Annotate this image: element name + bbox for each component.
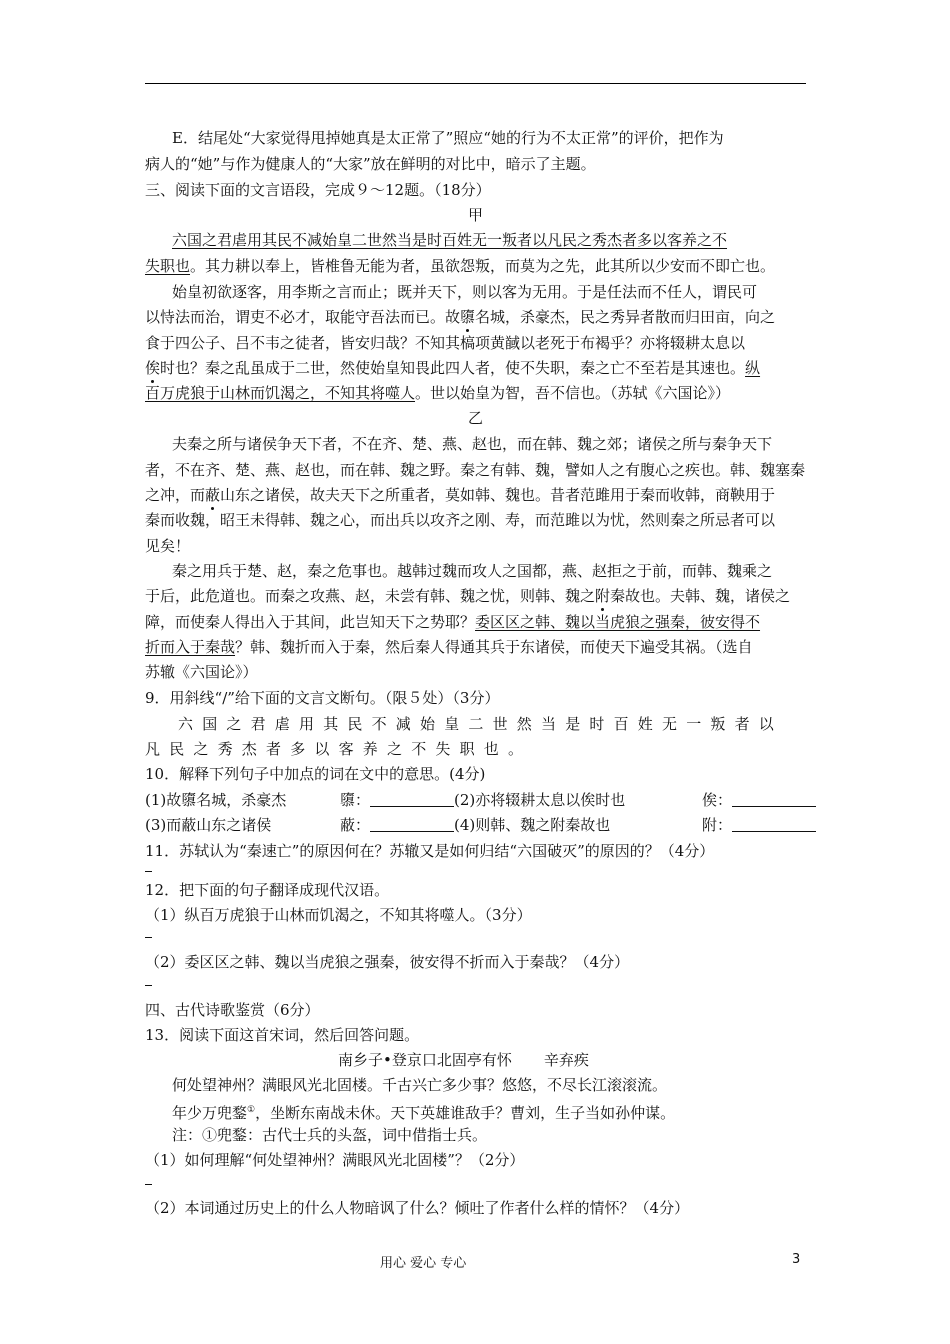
passage-yi-p2-line-2: 于后，此危道也。而秦之攻燕、赵，未尝有韩、魏之忧，则韩、魏之附秦故也。夫韩、魏，诸侯之 (145, 587, 791, 605)
dotted-word-si: 俟 (145, 359, 161, 377)
option-e-line-1: E．结尾处“大家觉得甩掉她真是太正常了”照应“她的行为不太正常”的评价，把作为 (172, 129, 724, 147)
dotted-word-fu: 附 (595, 587, 611, 605)
question-10-row-2 (145, 815, 816, 835)
footer-slogan: 用心 爱心 专心 (380, 1256, 467, 1271)
question-13-2: （2）本词通过历史上的什么人物暗讽了什么？倾吐了作者什么样的情怀？（4分） (145, 1199, 690, 1217)
question-9-text-line-1: 六国之君虐用其民不减始皇二世然当是时百姓无一叛者以 (178, 715, 784, 733)
passage-yi-p1-line-5: 见矣！ (145, 537, 191, 555)
q10-item-2: (2)亦将辍耕太息以俟时也 (454, 791, 626, 809)
question-12: 12．把下面的句子翻译成现代汉语。 (145, 881, 390, 899)
dotted-word-bi: 蔽 (205, 486, 221, 504)
poem-line-2: 年少万兜鍪①，坐断东南战未休。天下英雄谁敌手？曹刘，生子当如孙仲谋。 (172, 1104, 676, 1122)
passage-jia-p2-line-1: 始皇初欲逐客，用李斯之言而止；既并天下，则以客为无用。于是任法而不任人，谓民可 (172, 283, 758, 301)
question-10-row-1 (145, 790, 816, 810)
section-4-heading: 四、古代诗歌鉴赏（6分） (145, 1001, 320, 1019)
passage-yi-p2-line-5: 苏辙《六国论》） (145, 663, 258, 681)
section-3-heading: 三、阅读下面的文言语段，完成９～12题。（18分） (145, 181, 491, 199)
passage-jia-p1-line-2: 失职也。其力耕以奉上，皆椎鲁无能为者，虽欲怨叛，而莫为之先，此其所以少安而不即亡也。 (145, 257, 776, 275)
page-number: 3 (792, 1252, 801, 1267)
passage-yi-p2-line-1: 秦之用兵于楚、赵，秦之危事也。越韩过魏而攻人之国都，燕、赵拒之于前，而韩、魏乘之 (172, 562, 773, 580)
q10-key-2: 俟： (702, 791, 733, 809)
q10-key-3: 蔽： (340, 816, 371, 834)
passage-jia-p2-line-3: 食于四公子、吕不韦之徒者，皆安归哉？不知其槁项黄馘以老死于布褐乎？亦将辍耕太息以 (145, 334, 746, 352)
question-13-1: （1）如何理解“何处望神州？满眼风光北固楼”？（2分） (145, 1151, 525, 1169)
poem-title: 南乡子•登京口北固亭有怀 (338, 1051, 512, 1069)
passage-yi-p2-line-3: 障，而使秦人得出入于其间，此岂知天下之势耶？委区区之韩、魏以当虎狼之强秦，彼安得不 (145, 613, 761, 631)
question-12-1: （1）纵百万虎狼于山林而饥渴之，不知其将噬人。（3分） (145, 906, 532, 924)
q10-item-4: (4)则韩、魏之附秦故也 (454, 816, 611, 834)
question-10: 10．解释下列句子中加点的词在文中的意思。(4分) (145, 765, 486, 783)
poem-title-line (338, 1050, 589, 1070)
q10-item-1: (1)故隳名城，杀豪杰 (145, 791, 287, 809)
q10-blank-2[interactable] (732, 792, 816, 807)
answer-line-q13-1[interactable] (145, 1170, 152, 1190)
question-13: 13．阅读下面这首宋词，然后回答问题。 (145, 1026, 420, 1044)
poem-line-1: 何处望神州？满眼风光北固楼。千古兴亡多少事？悠悠，不尽长江滚滚流。 (172, 1076, 668, 1094)
passage-yi-label: 乙 (467, 409, 483, 427)
question-11: 11．苏轼认为“秦速亡”的原因何在？苏辙又是如何归结“六国破灭”的原因的？（4分） (145, 842, 715, 860)
passage-yi-p1-line-4: 秦而收魏，昭王未得韩、魏之心，而出兵以攻齐之刚、寿，而范雎以为忧，然则秦之所忌者可以 (145, 511, 776, 529)
passage-yi-p1-line-3: 之冲，而蔽山东之诸侯，故夫天下之所重者，莫如韩、魏也。昔者范雎用于秦而收韩，商鞅用于 (145, 486, 776, 504)
passage-jia-p2-line-5: 百万虎狼于山林而饥渴之，不知其将噬人。世以始皇为智，吾不信也。（苏轼《六国论》） (145, 384, 731, 402)
footnote-marker: ① (247, 1105, 256, 1115)
dotted-word-hui: 隳 (460, 308, 476, 326)
passage-jia-label: 甲 (467, 206, 483, 224)
passage-yi-p1-line-1: 夫秦之所与诸侯争天下者，不在齐、楚、燕、赵也，而在韩、魏之郊；诸侯之所与秦争天下 (172, 435, 773, 453)
answer-line-q12-2[interactable] (145, 971, 152, 991)
passage-yi-p1-line-2: 者，不在齐、楚、燕、赵也，而在韩、魏之野。秦之有韩、魏，譬如人之有腹心之疾也。韩、魏塞秦 (145, 461, 806, 479)
poem-note: 注：①兜鍪：古代士兵的头盔，词中借指士兵。 (172, 1126, 488, 1144)
passage-jia-p2-line-4: 俟时也？秦之乱虽成于二世，然使始皇知畏此四人者，使不失职，秦之亡不至若是其速也。纵 (145, 359, 761, 377)
q10-blank-1[interactable] (370, 792, 454, 807)
poem-author: 辛弃疾 (543, 1051, 589, 1069)
answer-line-q11[interactable] (145, 857, 152, 877)
answer-line-q12-1[interactable] (145, 923, 152, 943)
question-9: 9．用斜线“/”给下面的文言文断句。（限５处）（3分） (145, 689, 500, 707)
q10-blank-4[interactable] (732, 817, 816, 832)
q10-item-3: (3)而蔽山东之诸侯 (145, 816, 272, 834)
option-e-line-2: 病人的“她”与作为健康人的“大家”放在鲜明的对比中，暗示了主题。 (145, 155, 596, 173)
passage-jia-p1-line-1: 六国之君虐用其民不减始皇二世然当是时百姓无一叛者以凡民之秀杰者多以客养之不 (172, 231, 728, 249)
q10-key-1: 隳： (340, 791, 371, 809)
header-rule (145, 83, 806, 84)
q10-blank-3[interactable] (370, 817, 454, 832)
q10-key-4: 附： (702, 816, 733, 834)
passage-yi-p2-line-4: 折而入于秦哉？韩、魏折而入于秦，然后秦人得通其兵于东诸侯，而使天下遍受其祸。（选自 (145, 638, 753, 656)
question-12-2: （2）委区区之韩、魏以当虎狼之强秦，彼安得不折而入于秦哉？（4分） (145, 953, 630, 971)
question-9-text-line-2: 凡民之秀杰者多以客养之不失职也。 (145, 740, 533, 758)
passage-jia-p2-line-2: 以恃法而治，谓吏不必才，取能守吾法而已。故隳名城，杀豪杰，民之秀异者散而归田亩，向之 (145, 308, 776, 326)
